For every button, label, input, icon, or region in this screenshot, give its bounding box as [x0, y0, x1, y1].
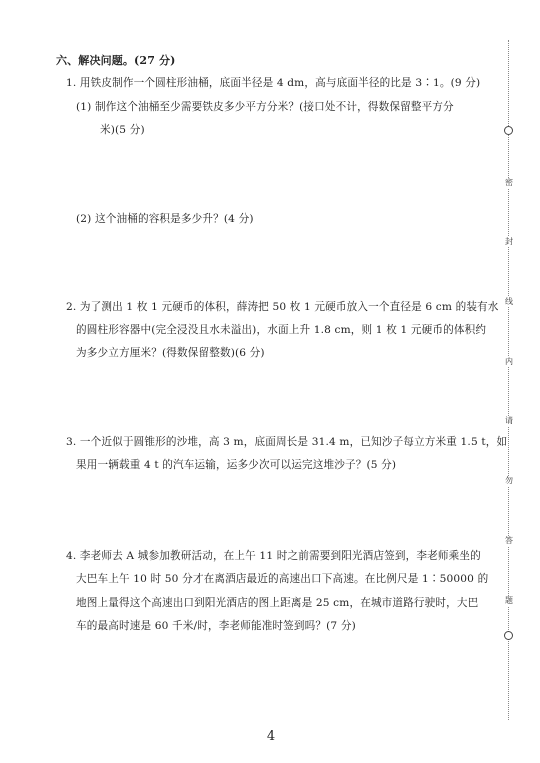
binding-char: 线 [502, 297, 516, 307]
q2-line3: 为多少立方厘米？(得数保留整数)(6 分) [76, 347, 265, 359]
binding-char: 密 [502, 178, 516, 188]
q4-line3: 地图上量得这个高速出口到阳光酒店的图上距离是 25 cm，在城市道路行驶时，大巴 [76, 597, 479, 609]
binding-hole-top [504, 126, 513, 135]
q3-line2: 果用一辆载重 4 t 的汽车运输，运多少次可以运完这堆沙子？(5 分) [76, 459, 397, 471]
binding-char: 勿 [502, 476, 516, 486]
q3-line1: 3. 一个近似于圆锥形的沙堆，高 3 m，底面周长是 31.4 m，已知沙子每立方米重 1.5 t，如 [66, 436, 508, 448]
q4-line4: 车的最高时速是 60 千米/时，李老师能准时签到吗？(7 分) [76, 620, 356, 632]
q4-line2: 大巴车上午 10 时 50 分才在离酒店最近的高速出口下高速。在比例尺是 1∶50000 的 [76, 573, 489, 585]
q1-sub1-line1: (1) 制作这个油桶至少需要铁皮多少平方分米？(接口处不计，得数保留整平方分 [76, 101, 454, 113]
binding-char: 内 [502, 357, 516, 367]
binding-char: 答 [502, 536, 516, 546]
q2-line2: 的圆柱形容器中(完全浸没且水未溢出)，水面上升 1.8 cm，则 1 枚 1 元硬币的体积约 [76, 324, 487, 336]
binding-line [508, 40, 510, 720]
q1-stem: 1. 用铁皮制作一个圆柱形油桶，底面半径是 4 dm，高与底面半径的比是 3∶1。(9 分) [66, 77, 481, 89]
q1-sub1-line2: 米)(5 分) [100, 124, 145, 136]
binding-hole-bottom [504, 631, 513, 640]
q4-line1: 4. 李老师去 A 城参加教研活动，在上午 11 时之前需要到阳光酒店签到，李老师乘坐的 [66, 550, 481, 562]
binding-char: 题 [502, 596, 516, 606]
q1-sub2: (2) 这个油桶的容积是多少升？(4 分) [76, 213, 254, 225]
binding-char: 封 [502, 237, 516, 247]
page-number: 4 [266, 729, 276, 744]
section-title: 六、解决问题。(27 分) [56, 54, 176, 67]
q2-line1: 2. 为了测出 1 枚 1 元硬币的体积，薛涛把 50 枚 1 元硬币放入一个直径是 6 cm 的装有水 [66, 301, 499, 313]
binding-char: 请 [502, 416, 516, 426]
